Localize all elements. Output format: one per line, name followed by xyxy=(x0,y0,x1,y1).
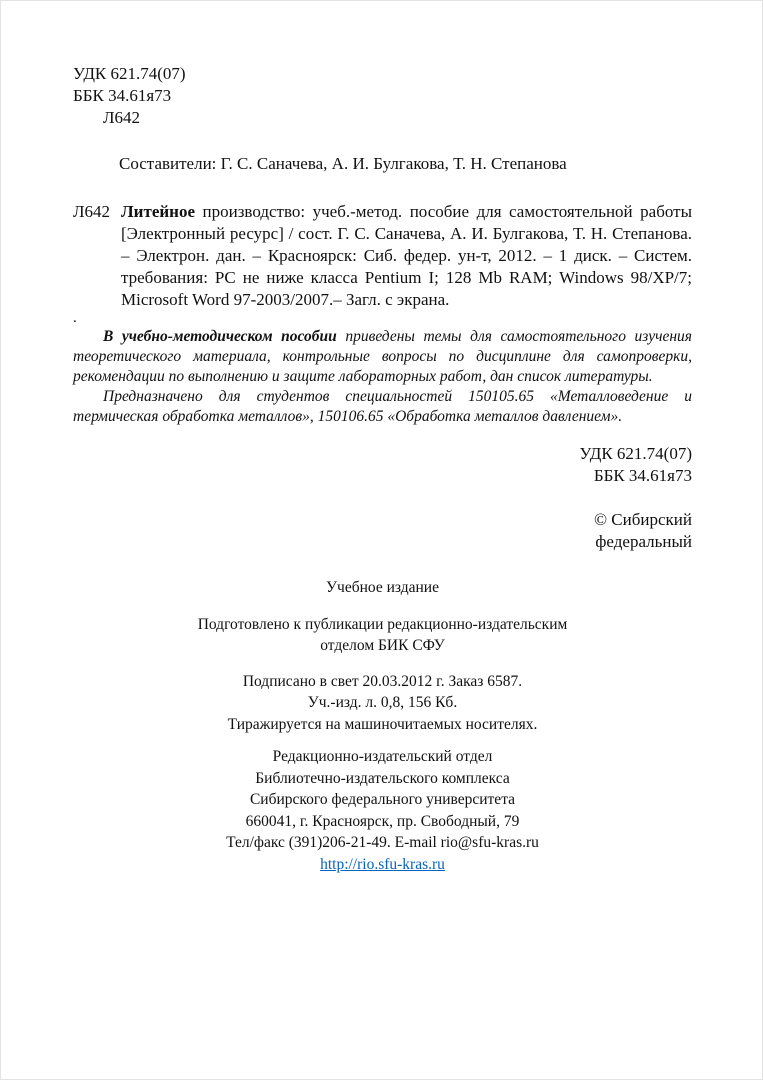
publisher-contacts: Тел/факс (391)206-21-49. E-mail rio@sfu-kras.ru xyxy=(226,834,539,851)
bibliographic-entry xyxy=(73,201,692,311)
catalog-code-top: Л642 xyxy=(103,108,141,127)
publisher-line-1: Редакционно-издательский отдел xyxy=(272,748,493,765)
prepared-block xyxy=(73,614,692,657)
edition-type: Учебное издание xyxy=(326,579,439,596)
classification-codes-bottom xyxy=(73,443,692,487)
publisher-address: 660041, г. Красноярск, пр. Свободный, 79 xyxy=(245,812,520,830)
annotation-block xyxy=(73,327,692,427)
copyright-block xyxy=(73,509,692,553)
publisher-link-line xyxy=(73,854,692,876)
bbk-code-bottom: ББК 34.61я73 xyxy=(593,466,692,485)
publisher-block xyxy=(73,746,692,875)
udk-code-top: УДК 621.74(07) xyxy=(73,64,186,83)
bbk-code-top: ББК 34.61я73 xyxy=(73,86,172,105)
annotation-paragraph-2: Предназначено для студентов специальностей 150105.65 «Металловедение и термическая обработка металлов», 150106.65 «Обработка металлов давлением». xyxy=(73,388,692,425)
udk-code-bottom: УДК 621.74(07) xyxy=(579,444,692,463)
publisher-website-link[interactable]: http://rio.sfu-kras.ru xyxy=(320,855,445,873)
compilers-line: Составители: Г. С. Саначева, А. И. Булгакова, Т. Н. Степанова xyxy=(119,154,567,173)
release-media-line: Тиражируется на машиночитаемых носителях. xyxy=(227,715,538,733)
release-date-line: Подписано в свет 20.03.2012 г. Заказ 6587. xyxy=(242,672,523,690)
prepared-line-2: отделом БИК СФУ xyxy=(320,637,445,654)
annotation-body: приведены темы для самостоятельного изучения теоретического материала, контрольные вопросы по дисциплине для самопроверки, рекомендации по выполнению и защите лабораторных работ, дан список литературы. xyxy=(73,328,693,385)
copyright-line-1: © Сибирский xyxy=(594,510,692,529)
publisher-line-3: Сибирского федерального университета xyxy=(249,791,516,808)
catalog-code-entry: Л642 xyxy=(73,202,111,221)
classification-codes-top xyxy=(73,63,692,129)
publisher-line-2: Библиотечно-издательского комплекса xyxy=(255,769,510,787)
release-info-block xyxy=(73,671,692,736)
annotation-paragraph-1 xyxy=(73,327,692,387)
annotation-lead: В учебно-методическом пособии xyxy=(103,328,337,345)
entry-title-bold: Литейное xyxy=(121,202,195,221)
stray-dot: . xyxy=(73,310,77,326)
prepared-line-1: Подготовлено к публикации редакционно-издательским xyxy=(197,615,568,633)
release-volume-line: Уч.-изд. л. 0,8, 156 Кб. xyxy=(307,694,458,711)
entry-description: производство: учеб.-метод. пособие для самостоятельной работы [Электронный ресурс] / сост. Г. С. Саначева, А. И. Булгакова, Т. Н. Степанова. – Электрон. дан. – Красноярск: Сиб. федер. ун-т, 2012. – 1 диск. – Систем. требования: PC не ниже класса Pentium I; 128 Mb RAM; Windows 98/XP/7; Microsoft Word 97-2003/2007.– Загл. с экрана. xyxy=(121,202,692,309)
copyright-line-2: федеральный xyxy=(595,532,692,551)
